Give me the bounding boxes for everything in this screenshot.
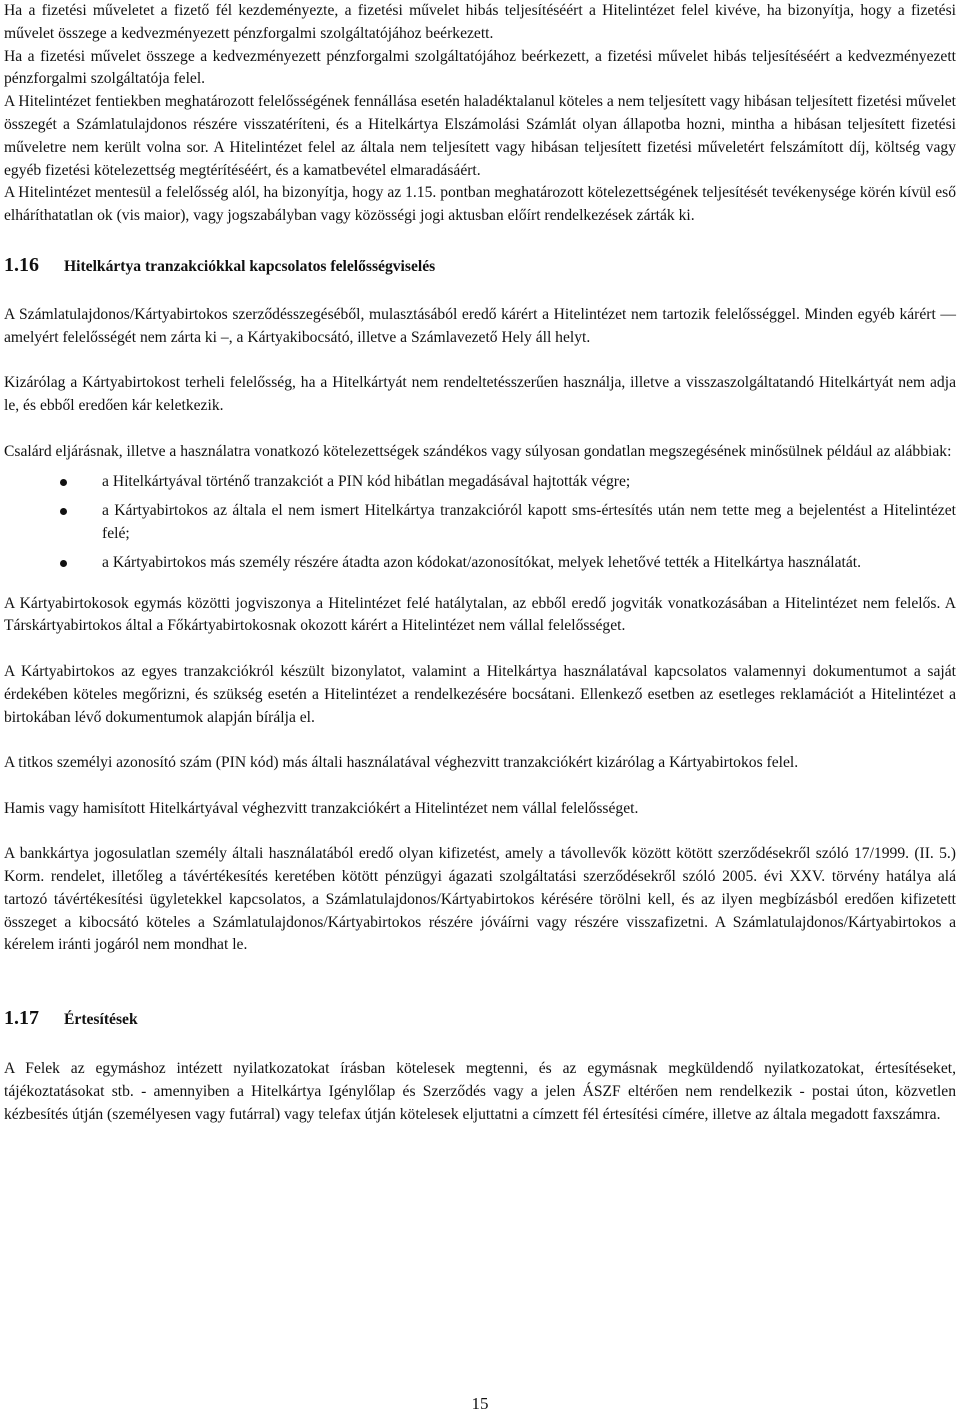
section-title: Értesítések [64,1011,138,1029]
section-number: 1.17 [4,1007,39,1030]
list-item-text: a Kártyabirtokos más személy részére átadta azon kódokat/azonosítókat, melyek lehetővé tették a Hitelkártya használatát. [102,553,862,571]
list-item-text: a Kártyabirtokos az általa el nem ismert Hitelkártya tranzakcióról kapott sms-értesítés után nem tette meg a bejelentést a Hitelintézet felé; [102,502,956,542]
bullet-icon [60,560,67,567]
paragraph: Kizárólag a Kártyabirtokost terheli felelősség, ha a Hitelkártyát nem rendeltetésszerűen használja, illetve a visszaszolgáltatandó Hitelkártyát nem adja le, és ebből eredően kár keletkezik. [4,374,956,414]
section-heading-1-17 [4,1007,956,1032]
paragraph: A Hitelintézet fentiekben meghatározott felelősségének fennállása esetén haladéktalanul köteles a nem teljesített vagy hibásan teljesített fizetési művelet összegét a Számlatulajdonos részére visszatéríteni, és a Hitelkártya Elszámolási Számlát olyan állapotba hozni, mintha a hibásan teljesített fizetési műveletre nem került volna sor. A Hitelintézet felel az általa nem teljesített vagy hibásan teljesített fizetési műveletért felszámított díj, költség vagy egyéb fizetési kötelezettség megtérítéséért, és a kamatbevétel elmaradásáért. [4,93,956,179]
bullet-icon [60,508,67,515]
paragraph: A Hitelintézet mentesül a felelősség alól, ha bizonyítja, hogy az 1.15. pontban meghatározott kötelezettségének teljesítését tevékenysége körén kívül eső elháríthatatlan ok (vis maior), vagy jogszabályban vagy közösségi jogi aktusban előírt rendelkezések zárták ki. [4,184,956,225]
list-item [4,471,956,494]
paragraph: Hamis vagy hamisított Hitelkártyával véghezvitt tranzakciókért a Hitelintézet nem vállal felelősséget. [4,799,639,817]
list-item [4,552,956,575]
list-item [4,500,956,546]
bullet-icon [60,479,67,486]
section-number: 1.16 [4,253,39,276]
paragraph: A Felek az egymáshoz intézett nyilatkozatokat írásban kötelesek megtenni, és az egymásnak megküldendő nyilatkozatokat, értesítéseket, tájékoztatásokat stb. - amennyiben a Hitelkártya Igénylőlap és Szerződés vagy a jelen ÁSZF eltérően nem rendelkezik - postai úton, közvetlen kézbesítés útján (személyesen vagy futárral) vagy telefax útján kötelesek eljuttatni a címzett fél értesítési címére, illetve az általa megadott faxszámra. [4,1060,956,1123]
paragraph: Csalárd eljárásnak, illetve a használatra vonatkozó kötelezettségek szándékos vagy súlyosan gondatlan megszegésének minősülnek például az alábbiak: [4,442,952,460]
section-title: Hitelkártya tranzakciókkal kapcsolatos felelősségviselés [64,257,436,275]
paragraph: Ha a fizetési művelet összege a kedvezményezett pénzforgalmi szolgáltatójához beérkezett, a fizetési művelet hibás teljesítéséért a kedvezményezett pénzforgalmi szolgáltatója felel. [4,47,956,88]
paragraph: A Kártyabirtokosok egymás közötti jogviszonya a Hitelintézet felé hatálytalan, az ebből eredő jogviták vonatkozásában a Hitelintézet nem felelős. A Társkártyabirtokos által a Főkártyabirtokosnak okozott kárért a Hitelintézet nem vállal felelősséget. [4,594,956,635]
document-page [4,0,956,1126]
bullet-list [4,471,956,574]
paragraph: A titkos személyi azonosító szám (PIN kód) más általi használatával véghezvitt tranzakciókért kizárólag a Kártyabirtokos felel. [4,754,799,772]
list-item-text: a Hitelkártyával történő tranzakciót a PIN kód hibátlan megadásával hajtották végre; [102,473,631,491]
paragraph: A bankkártya jogosulatlan személy általi használatából eredő olyan kifizetést, amely a távollevők között kötött szerződésekről szóló 17/1999. (II. 5.) Korm. rendelet, illetőleg a távértékesítés keretében kötött pénzügyi ágazati szolgáltatási szerződésekről szóló 2005. évi XXV. törvény hatálya alá tartozó távértékesítési ügyletekkel kapcsolatos, a Számlatulajdonos/Kártyabirtokos kérésére törölni kell, és az ilyen megbízásból eredően kifizetett összeget a kibocsátó köteles a Számlatulajdonos/Kártyabirtokos részére jóváírni vagy részére visszafizetni. A Számlatulajdonos/Kártyabirtokos a kérelem iránti jogáról nem mondhat le. [4,845,956,954]
paragraph: A Számlatulajdonos/Kártyabirtokos szerződésszegéséből, mulasztásából eredő kárért a Hitelintézet nem tartozik felelősséggel. Minden egyéb kárért — amelyért felelősségét nem zárta ki –, a Kártyakibocsátó, illetve a Számlavezető Hely áll helyt. [4,305,956,346]
paragraph: Ha a fizetési műveletet a fizető fél kezdeményezte, a fizetési művelet hibás teljesítéséért a Hitelintézet felel kivéve, ha bizonyítja, hogy a fizetési művelet összege a kedvezményezett pénzforgalmi szolgáltatójához beérkezett. [4,2,956,42]
paragraph: A Kártyabirtokos az egyes tranzakciókról készült bizonylatot, valamint a Hitelkártya használatával kapcsolatos valamennyi dokumentumot a saját érdekében köteles megőrizni, és szükség esetén a Hitelintézet a rendelkezésére bocsátani. Ellenkező esetben az esetleges reklamációt a Hitelintézet a birtokában lévő dokumentumok alapján bírálja el. [4,662,956,726]
page-number: 15 [471,1394,489,1413]
section-heading-1-16 [4,254,956,279]
